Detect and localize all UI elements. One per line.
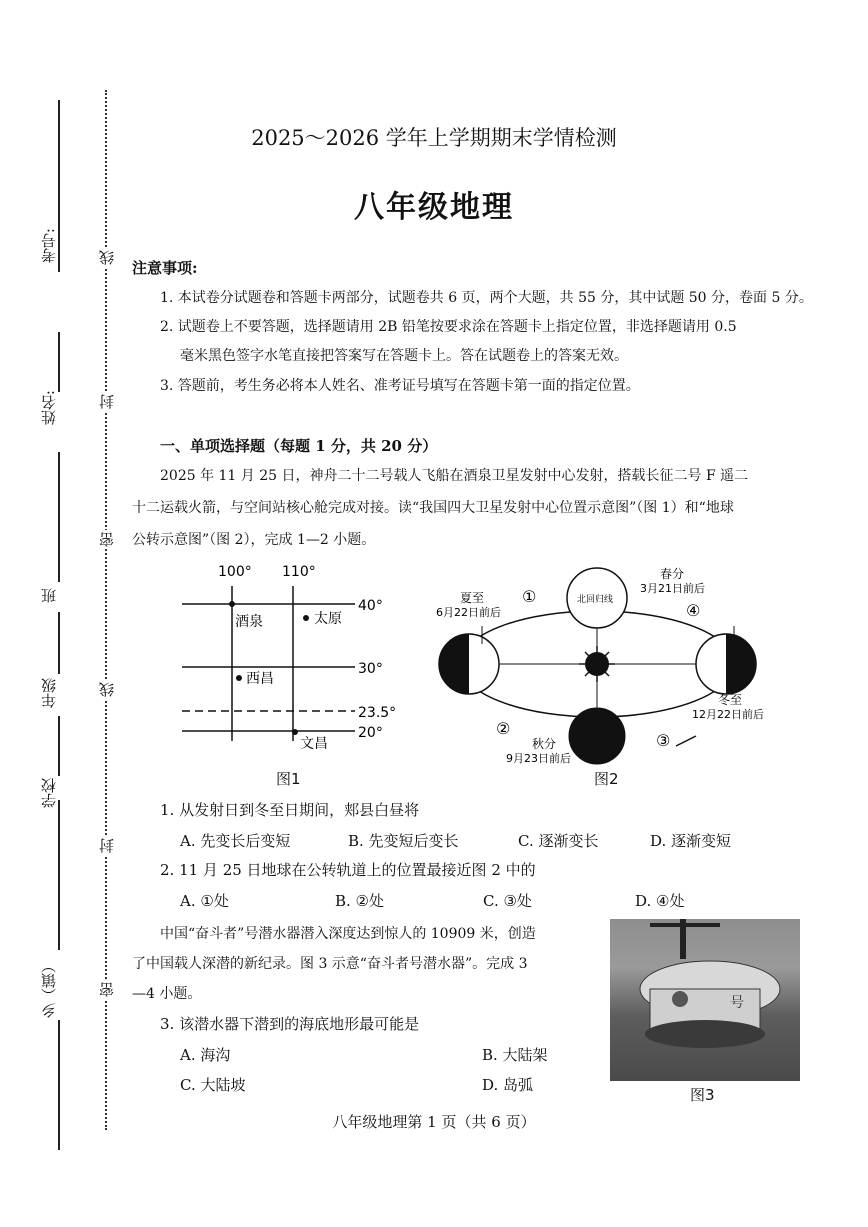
seal-char: 线 [98, 250, 116, 265]
q3-option-b[interactable]: B. 大陆架 [482, 1046, 548, 1064]
lon-label: 100° [218, 564, 252, 580]
submersible-photo [610, 919, 800, 1081]
exam-subtitle: 2025～2026 学年上学期期末学情检测 [251, 126, 617, 150]
lon-label: 110° [282, 564, 316, 580]
lat-label: 20° [358, 725, 383, 741]
lat-label: 23.5° [358, 705, 397, 721]
passage-line-2: 十二运载火箭，与空间站核心舱完成对接。读“我国四大卫星发射中心位置示意图”（图 1）和“地球 [132, 500, 734, 516]
season-date: 3月21日前后 [640, 582, 705, 595]
season-date: 12月22日前后 [692, 708, 764, 721]
season-label: 夏至 [460, 591, 485, 605]
q1-stem: 1. 从发射日到冬至日期间，郏县白昼将 [160, 801, 420, 819]
exam-title: 八年级地理 [354, 190, 514, 225]
q3-option-c[interactable]: C. 大陆坡 [180, 1076, 246, 1094]
notice-heading: 注意事项: [132, 259, 198, 277]
place-label: 西昌 [246, 671, 274, 687]
globe-text: 北回归线 [577, 595, 614, 605]
binding-line-6 [58, 800, 60, 950]
q2-option-b[interactable]: B. ②处 [335, 892, 385, 910]
place-label: 文昌 [300, 736, 328, 752]
season-label: 秋分 [532, 737, 557, 751]
binding-line-5 [58, 716, 60, 776]
position-label: ① [522, 587, 537, 606]
site-marker [229, 601, 235, 607]
seal-char: 密 [98, 982, 116, 997]
notice-item-2: 2. 试题卷上不要答题，选择题请用 2B 铅笔按要求涂在答题卡上指定位置，非选择题请用 0.5 [160, 319, 737, 335]
season-date: 6月22日前后 [436, 606, 501, 619]
lat-label: 30° [358, 661, 383, 677]
class-label: 班 [40, 588, 58, 603]
school-label: 学校 [40, 778, 58, 808]
site-marker [303, 615, 309, 621]
q2-option-d[interactable]: D. ④处 [635, 892, 685, 910]
notice-item-3: 3. 答题前，考生务必将本人姓名、准考证号填写在答题卡第一面的指定位置。 [160, 378, 640, 394]
binding-line-4 [58, 612, 60, 674]
q1-option-d[interactable]: D. 逐渐变短 [650, 832, 732, 850]
town-label: 乡（镇） [40, 958, 58, 1018]
figure-1-caption: 图1 [276, 770, 301, 788]
svg-text:号: 号 [730, 995, 744, 1011]
q3-option-d[interactable]: D. 岛弧 [482, 1076, 534, 1094]
q3-stem: 3. 该潜水器下潜到的海底地形最可能是 [160, 1015, 420, 1033]
season-date: 9月23日前后 [506, 752, 571, 765]
lat-label: 40° [358, 598, 383, 614]
position-label: ③ [656, 731, 671, 750]
season-label: 冬至 [718, 693, 743, 707]
passage-line-1: 2025 年 11 月 25 日，神舟二十二号载人飞船在酒泉卫星发射中心发射，搭载长征二号 F 遥二 [160, 468, 749, 484]
figure-2-orbit [424, 556, 774, 768]
seal-char: 密 [98, 532, 116, 547]
page-footer: 八年级地理第 1 页（共 6 页） [332, 1113, 536, 1131]
q1-option-b[interactable]: B. 先变短后变长 [348, 832, 459, 850]
binding-line-3 [58, 452, 60, 582]
name-label: 姓名: [40, 390, 58, 426]
figure-2-caption: 图2 [594, 770, 619, 788]
site-marker [236, 675, 242, 681]
site-marker [292, 729, 298, 735]
earth-autumn-icon [569, 708, 625, 764]
q2-stem: 2. 11 月 25 日地球在公转轨道上的位置最接近图 2 中的 [160, 861, 536, 879]
q1-option-a[interactable]: A. 先变长后变短 [180, 832, 291, 850]
q2-option-c[interactable]: C. ③处 [483, 892, 532, 910]
binding-line-2 [58, 332, 60, 392]
seal-char: 封 [98, 838, 116, 853]
place-label: 太原 [314, 611, 342, 627]
place-label: 酒泉 [235, 614, 263, 630]
notice-item-1: 1. 本试卷分试题卷和答题卡两部分，试题卷共 6 页，两个大题，共 55 分，其中试题 50 分，卷面 5 分。 [160, 290, 813, 306]
section-heading: 一、单项选择题（每题 1 分，共 20 分） [160, 437, 438, 455]
q3-option-a[interactable]: A. 海沟 [180, 1046, 231, 1064]
seal-char: 封 [98, 394, 116, 409]
notice-item-2-cont: 毫米黑色签字水笔直接把答案写在答题卡上。答在试题卷上的答案无效。 [180, 348, 628, 364]
q2-option-a[interactable]: A. ①处 [180, 892, 229, 910]
passage2-line-2: 了中国载人深潜的新纪录。图 3 示意“奋斗者号潜水器”。完成 3 [132, 956, 528, 972]
q1-option-c[interactable]: C. 逐渐变长 [518, 832, 599, 850]
grade-label: 年级 [40, 678, 58, 708]
figure-1-map [170, 556, 420, 766]
figure-3-caption: 图3 [690, 1086, 715, 1104]
exam-number-label: 考号: [40, 228, 58, 264]
position-label: ② [496, 719, 511, 738]
seal-dotted-line [105, 90, 107, 1130]
passage2-line-1: 中国“奋斗者”号潜水器潜入深度达到惊人的 10909 米，创造 [160, 926, 536, 942]
seal-char: 线 [98, 682, 116, 697]
submersible-icon [610, 919, 800, 1081]
passage-line-3: 公转示意图”（图 2），完成 1—2 小题。 [132, 532, 376, 548]
season-label: 春分 [660, 567, 685, 581]
passage2-line-3: —4 小题。 [132, 986, 202, 1002]
position-label: ④ [686, 601, 701, 620]
